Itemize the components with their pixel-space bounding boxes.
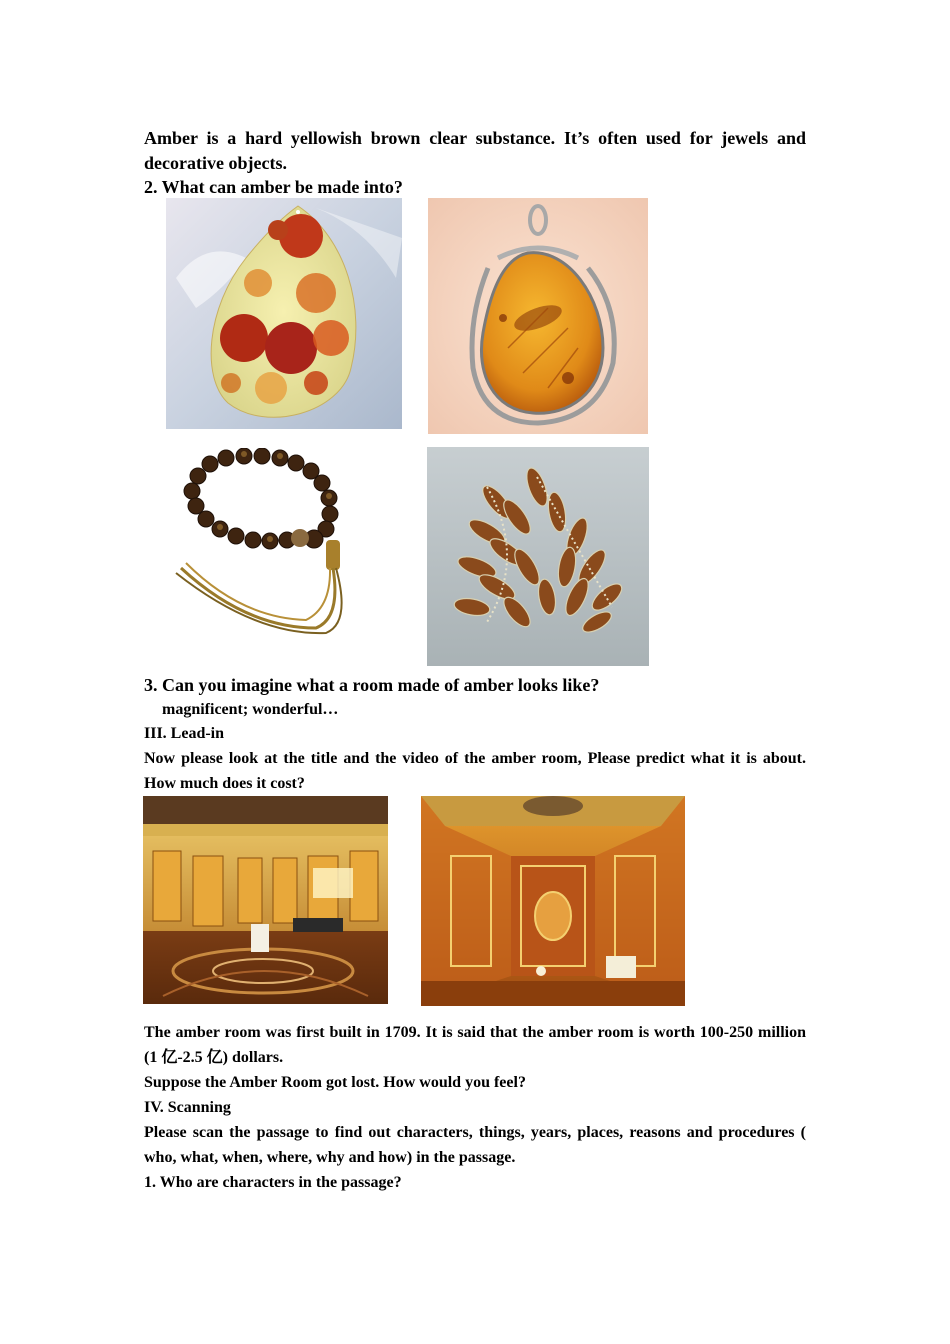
amber-definition-paragraph: Amber is a hard yellowish brown clear substance. It’s often used for jewels and decorative objects. <box>144 128 806 173</box>
amber-room-photo-1 <box>143 796 388 1004</box>
amber-room-photo-2 <box>421 796 685 1006</box>
suppose-question: Suppose the Amber Room got lost. How would you feel? <box>144 1074 526 1091</box>
question-3: 3. Can you imagine what a room made of amber looks like? <box>144 675 600 695</box>
amber-room-history-paragraph: The amber room was first built in 1709. It is said that the amber room is worth 100-250 million (1 亿-2.5 亿) dollars. <box>144 1024 806 1066</box>
amber-room-image-1 <box>143 796 388 1004</box>
section-heading-lead-in: III. Lead-in <box>144 725 225 742</box>
question-2: 2. What can amber be made into? <box>144 177 403 197</box>
framed-amber-pendant-image <box>428 198 648 434</box>
lead-in-paragraph: Now please look at the title and the video of the amber room, Please predict what it is about. How much does it cost? <box>144 750 806 792</box>
section-heading-scanning: IV. Scanning <box>144 1099 231 1116</box>
question-3-answer: magnificent; wonderful… <box>162 701 339 718</box>
amber-pendant-photo-1 <box>166 198 402 429</box>
scanning-instructions-paragraph: Please scan the passage to find out characters, things, years, places, reasons and procedures ( who, what, when, where, why and how) in the passage. <box>144 1124 806 1166</box>
brooch-image <box>427 447 649 666</box>
amber-brooch-photo <box>427 447 649 666</box>
amber-room-image-2 <box>421 796 685 1006</box>
amber-pendant-image <box>166 198 402 429</box>
amber-pendant-photo-2 <box>428 198 648 434</box>
question-characters: 1. Who are characters in the passage? <box>144 1174 402 1191</box>
bead-bracelet-image <box>166 448 402 638</box>
amber-bead-bracelet-photo <box>166 448 402 638</box>
